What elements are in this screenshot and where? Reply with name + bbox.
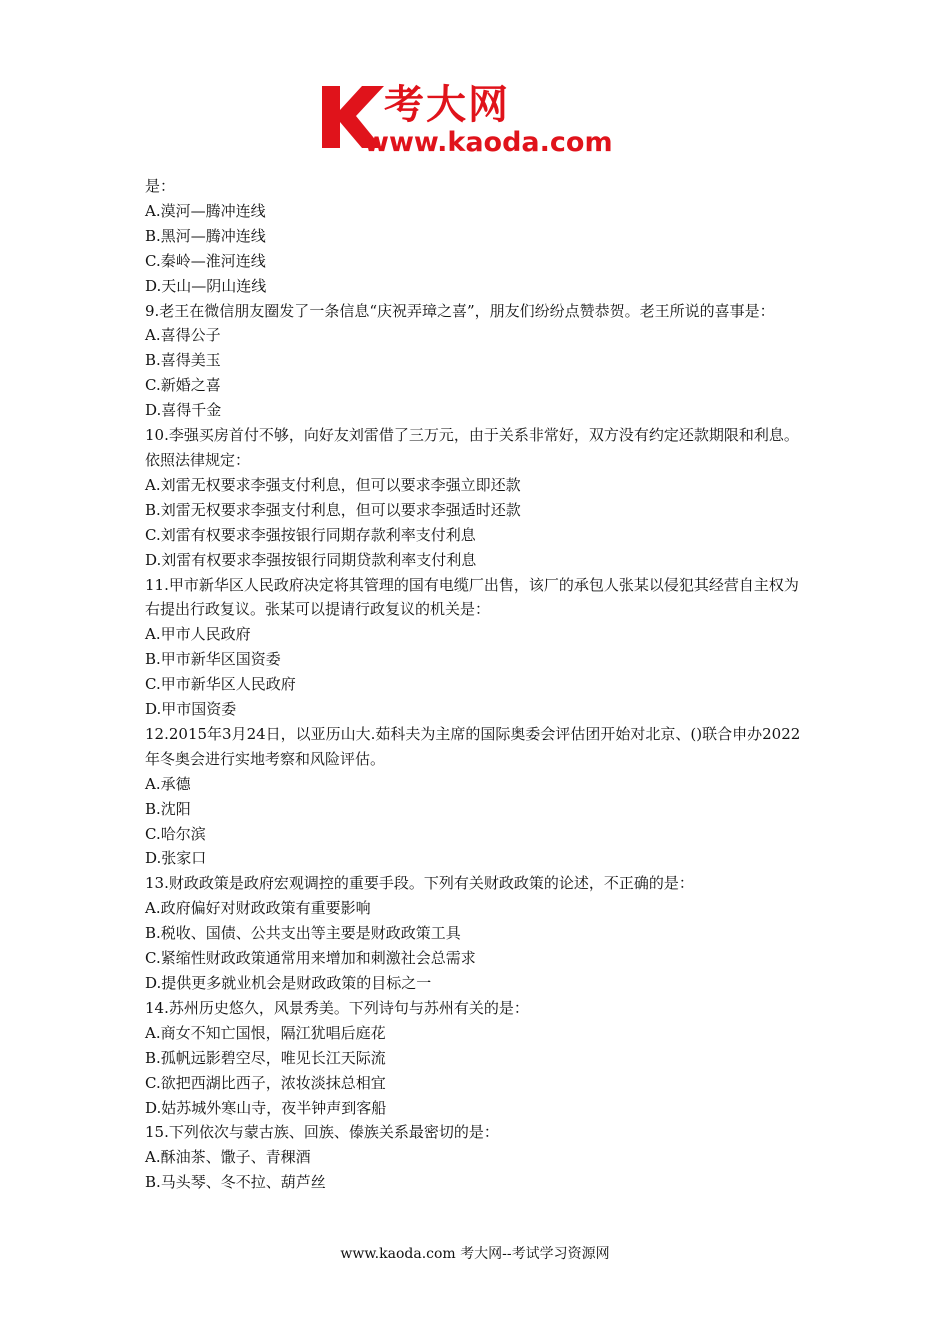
q13-option-c: C.紧缩性财政政策通常用来增加和刺激社会总需求 [145, 949, 476, 968]
q15-option-b: B.马头琴、冬不拉、葫芦丝 [145, 1173, 326, 1192]
q12-option-d: D.张家口 [145, 849, 207, 868]
q14-option-d: D.姑苏城外寒山寺，夜半钟声到客船 [145, 1098, 387, 1117]
question-9: 9.老王在微信朋友圈发了一条信息“庆祝弄璋之喜”，朋友们纷纷点赞恭贺。老王所说的喜事是： [145, 301, 775, 320]
q9-option-d: D.喜得千金 [145, 401, 222, 420]
question-8-tail: 是： [145, 177, 176, 195]
question-11: 11.甲市新华区人民政府决定将其管理的国有电缆厂出售，该厂的承包人张某以侵犯其经营自主权为右提出行政复议。张某可以提请行政复议的机关是： [145, 575, 799, 619]
question-15: 15.下列依次与蒙古族、回族、傣族关系最密切的是： [145, 1123, 499, 1142]
q8-option-b: B.黑河—腾冲连线 [145, 226, 266, 245]
q12-option-a: A.承德 [145, 774, 191, 793]
q13-option-d: D.提供更多就业机会是财政政策的目标之一 [145, 974, 432, 992]
q12-option-b: B.沈阳 [145, 799, 191, 818]
q11-option-b: B.甲市新华区国资委 [145, 650, 281, 669]
q13-option-a: A.政府偏好对财政政策有重要影响 [145, 899, 371, 918]
q14-option-b: B.孤帆远影碧空尽，唯见长江天际流 [145, 1048, 386, 1067]
logo-text: 考大网 [384, 82, 510, 128]
q8-option-d: D.天山—阴山连线 [145, 276, 267, 295]
q10-option-b: B.刘雷无权要求李强支付利息，但可以要求李强适时还款 [145, 500, 521, 519]
q12-option-c: C.哈尔滨 [145, 824, 206, 843]
q10-option-a: A.刘雷无权要求李强支付利息，但可以要求李强立即还款 [145, 475, 521, 494]
document-body [145, 174, 810, 1195]
q10-option-c: C.刘雷有权要求李强按银行同期存款利率支付利息 [145, 525, 476, 544]
question-13: 13.财政政策是政府宏观调控的重要手段。下列有关财政政策的论述，不正确的是： [145, 874, 694, 893]
question-14: 14.苏州历史悠久，风景秀美。下列诗句与苏州有关的是： [145, 998, 529, 1017]
q15-option-a: A.酥油茶、馓子、青稞酒 [145, 1148, 311, 1167]
question-12: 12.2015年3月24日，以亚历山大.茹科夫为主席的国际奥委会评估团开始对北京、()联合申办2022年冬奥会进行实地考察和风险评估。 [145, 724, 801, 768]
q11-option-d: D.甲市国资委 [145, 700, 237, 719]
q14-option-a: A.商女不知亡国恨，隔江犹唱后庭花 [145, 1023, 386, 1042]
q13-option-b: B.税收、国债、公共支出等主要是财政政策工具 [145, 924, 461, 943]
q10-option-d: D.刘雷有权要求李强按银行同期贷款利率支付利息 [145, 550, 477, 569]
question-10: 10.李强买房首付不够，向好友刘雷借了三万元，由于关系非常好，双方没有约定还款期限和利息。依照法律规定： [145, 426, 799, 469]
q8-option-c: C.秦岭—淮河连线 [145, 251, 266, 270]
q14-option-c: C.欲把西湖比西子，浓妆淡抹总相宜 [145, 1073, 386, 1092]
q11-option-a: A.甲市人民政府 [145, 625, 251, 644]
q11-option-c: C.甲市新华区人民政府 [145, 675, 296, 694]
q9-option-a: A.喜得公子 [145, 326, 221, 345]
q8-option-a: A.漠河—腾冲连线 [145, 201, 266, 220]
logo-url: www.kaoda.com [364, 127, 613, 158]
page-footer: www.kaoda.com 考大网--考试学习资源网 [340, 1246, 610, 1262]
q9-option-c: C.新婚之喜 [145, 376, 221, 395]
q9-option-b: B.喜得美玉 [145, 351, 221, 370]
site-logo[interactable] [318, 80, 638, 160]
